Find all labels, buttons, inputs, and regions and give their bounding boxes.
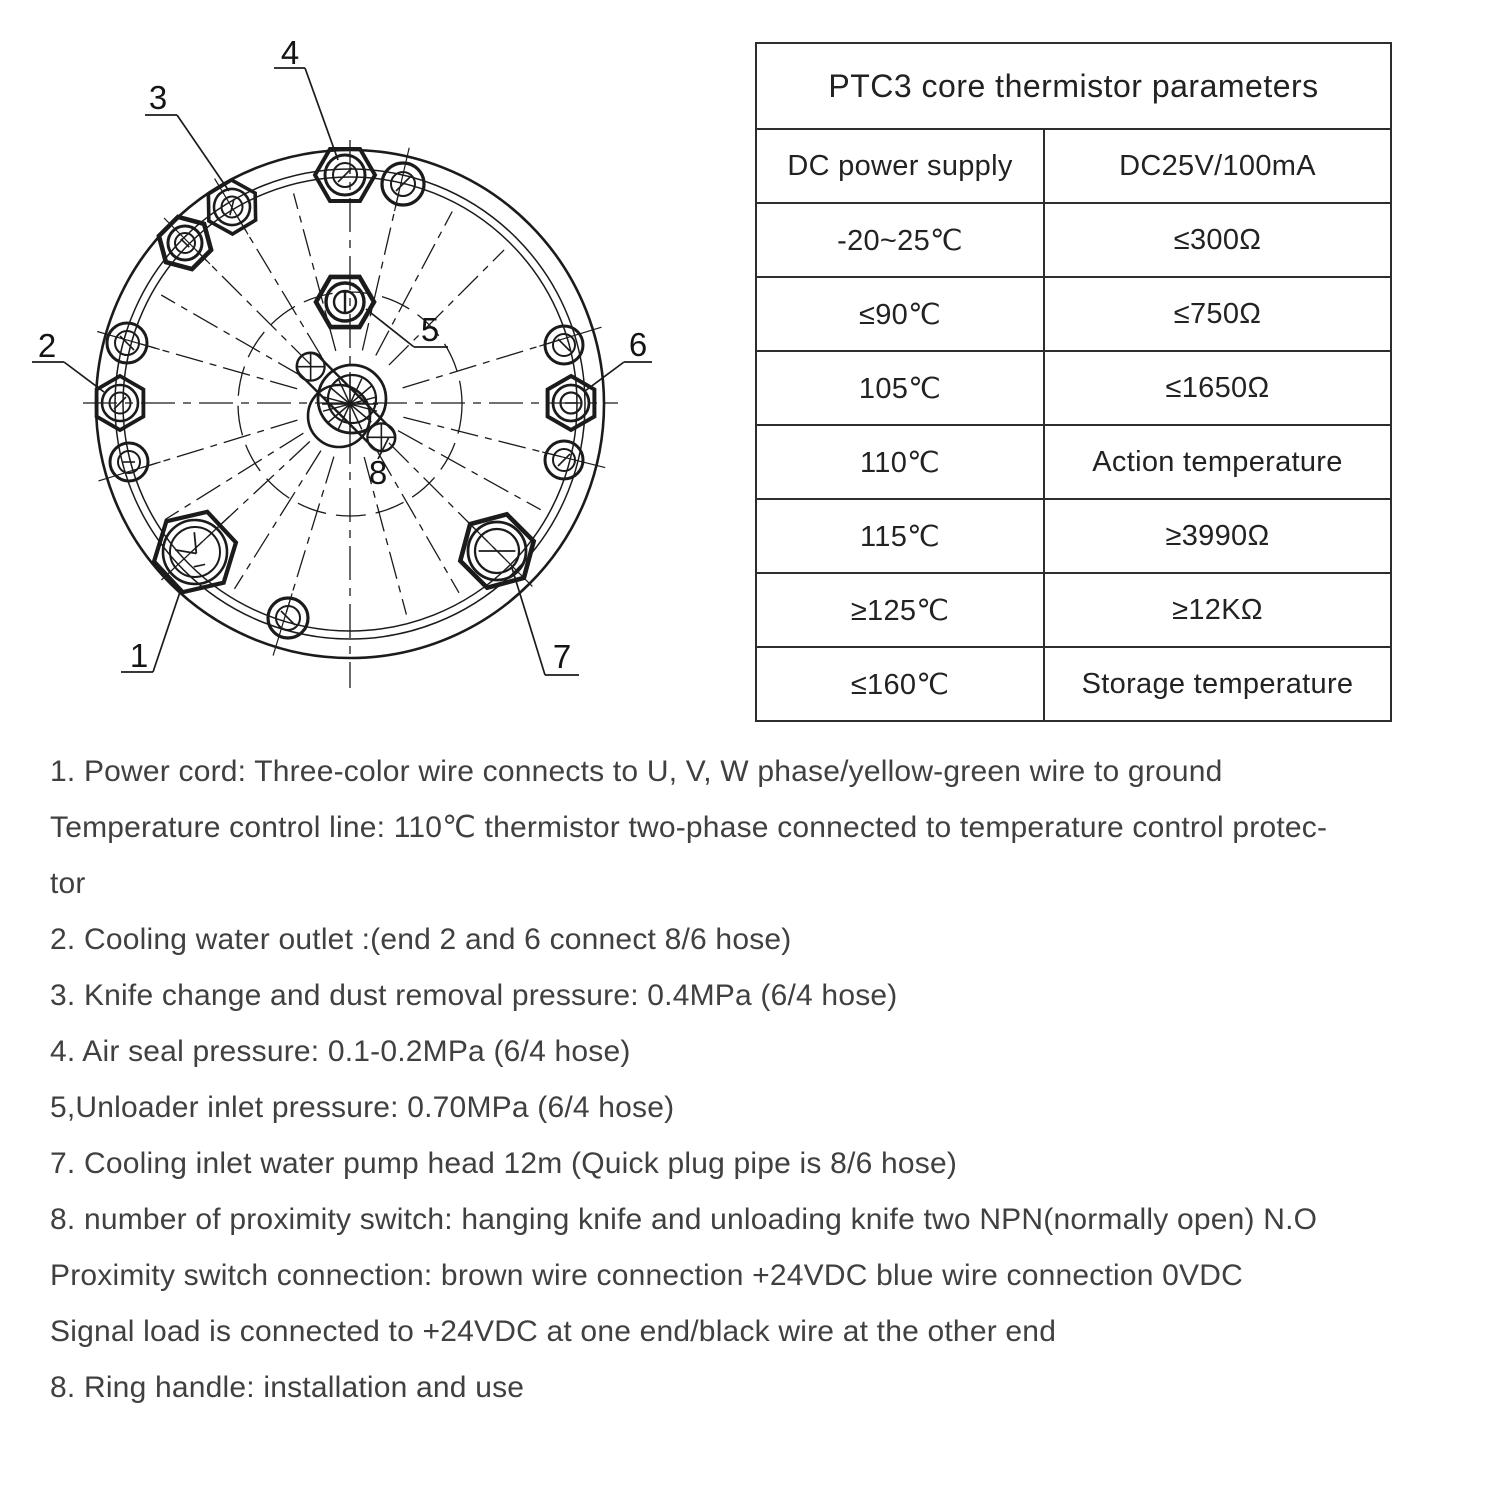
table-row bbox=[756, 277, 1391, 351]
round-fitting bbox=[382, 163, 424, 205]
note-line: 5,Unloader inlet pressure: 0.70MPa (6/4 hose) bbox=[50, 1091, 675, 1124]
cell-value: ≤1650Ω bbox=[1044, 351, 1391, 425]
table-row bbox=[756, 499, 1391, 573]
table-row bbox=[756, 351, 1391, 425]
cell-value: ≤300Ω bbox=[1044, 203, 1391, 277]
cell-value: ≥12KΩ bbox=[1044, 573, 1391, 647]
notes-section bbox=[50, 744, 1480, 1416]
cell-value: ≥3990Ω bbox=[1044, 499, 1391, 573]
cell-condition: ≥125℃ bbox=[756, 573, 1044, 647]
cell-value: DC25V/100mA bbox=[1044, 129, 1391, 203]
table-row bbox=[756, 129, 1391, 203]
hex-fitting-5 bbox=[316, 277, 374, 327]
callout-label-7: 7 bbox=[552, 638, 572, 675]
note-line: Temperature control line: 110℃ thermistor two-phase connected to temperature control protec- bbox=[50, 811, 1328, 844]
note-line: 8. Ring handle: installation and use bbox=[50, 1371, 525, 1404]
cell-value: ≤750Ω bbox=[1044, 277, 1391, 351]
cell-condition: DC power supply bbox=[756, 129, 1044, 203]
note-line: 2. Cooling water outlet :(end 2 and 6 connect 8/6 hose) bbox=[50, 923, 792, 956]
callout-label-2: 2 bbox=[37, 327, 57, 364]
note-line: 1. Power cord: Three-color wire connects to U, V, W phase/yellow-green wire to ground bbox=[50, 755, 1223, 788]
round-fitting bbox=[545, 441, 583, 479]
spindle-end-view-diagram bbox=[0, 0, 730, 730]
table-row bbox=[756, 425, 1391, 499]
table-row bbox=[756, 573, 1391, 647]
table-row bbox=[756, 203, 1391, 277]
cell-value: Storage temperature bbox=[1044, 647, 1391, 721]
round-fitting bbox=[110, 443, 148, 481]
cell-condition: 105℃ bbox=[756, 351, 1044, 425]
cell-condition: ≤160℃ bbox=[756, 647, 1044, 721]
note-line: 7. Cooling inlet water pump head 12m (Quick plug pipe is 8/6 hose) bbox=[50, 1147, 958, 1180]
table-row bbox=[756, 647, 1391, 721]
note-line: Proximity switch connection: brown wire connection +24VDC blue wire connection 0VDC bbox=[50, 1259, 1243, 1292]
callout-label-4: 4 bbox=[280, 34, 300, 71]
note-line: 3. Knife change and dust removal pressure: 0.4MPa (6/4 hose) bbox=[50, 979, 898, 1012]
callout-label-5: 5 bbox=[420, 311, 440, 348]
table-title-row bbox=[756, 43, 1391, 129]
cell-condition: -20~25℃ bbox=[756, 203, 1044, 277]
note-line: 8. number of proximity switch: hanging knife and unloading knife two NPN(normally open) N.O bbox=[50, 1203, 1318, 1236]
callout-label-3: 3 bbox=[148, 79, 168, 116]
note-line: tor bbox=[50, 867, 86, 900]
thermistor-parameters-table bbox=[755, 42, 1392, 722]
note-line: 4. Air seal pressure: 0.1-0.2MPa (6/4 hose) bbox=[50, 1035, 631, 1068]
callout-label-6: 6 bbox=[628, 326, 648, 363]
cell-condition: ≤90℃ bbox=[756, 277, 1044, 351]
callout-label-1: 1 bbox=[129, 637, 149, 674]
hex-fitting-4 bbox=[315, 149, 375, 201]
note-line: Signal load is connected to +24VDC at one end/black wire at the other end bbox=[50, 1315, 1057, 1348]
cell-value: Action temperature bbox=[1044, 425, 1391, 499]
cell-condition: 110℃ bbox=[756, 425, 1044, 499]
cell-condition: 115℃ bbox=[756, 499, 1044, 573]
table-title: PTC3 core thermistor parameters bbox=[756, 43, 1391, 129]
callout-label-8: 8 bbox=[368, 454, 388, 491]
